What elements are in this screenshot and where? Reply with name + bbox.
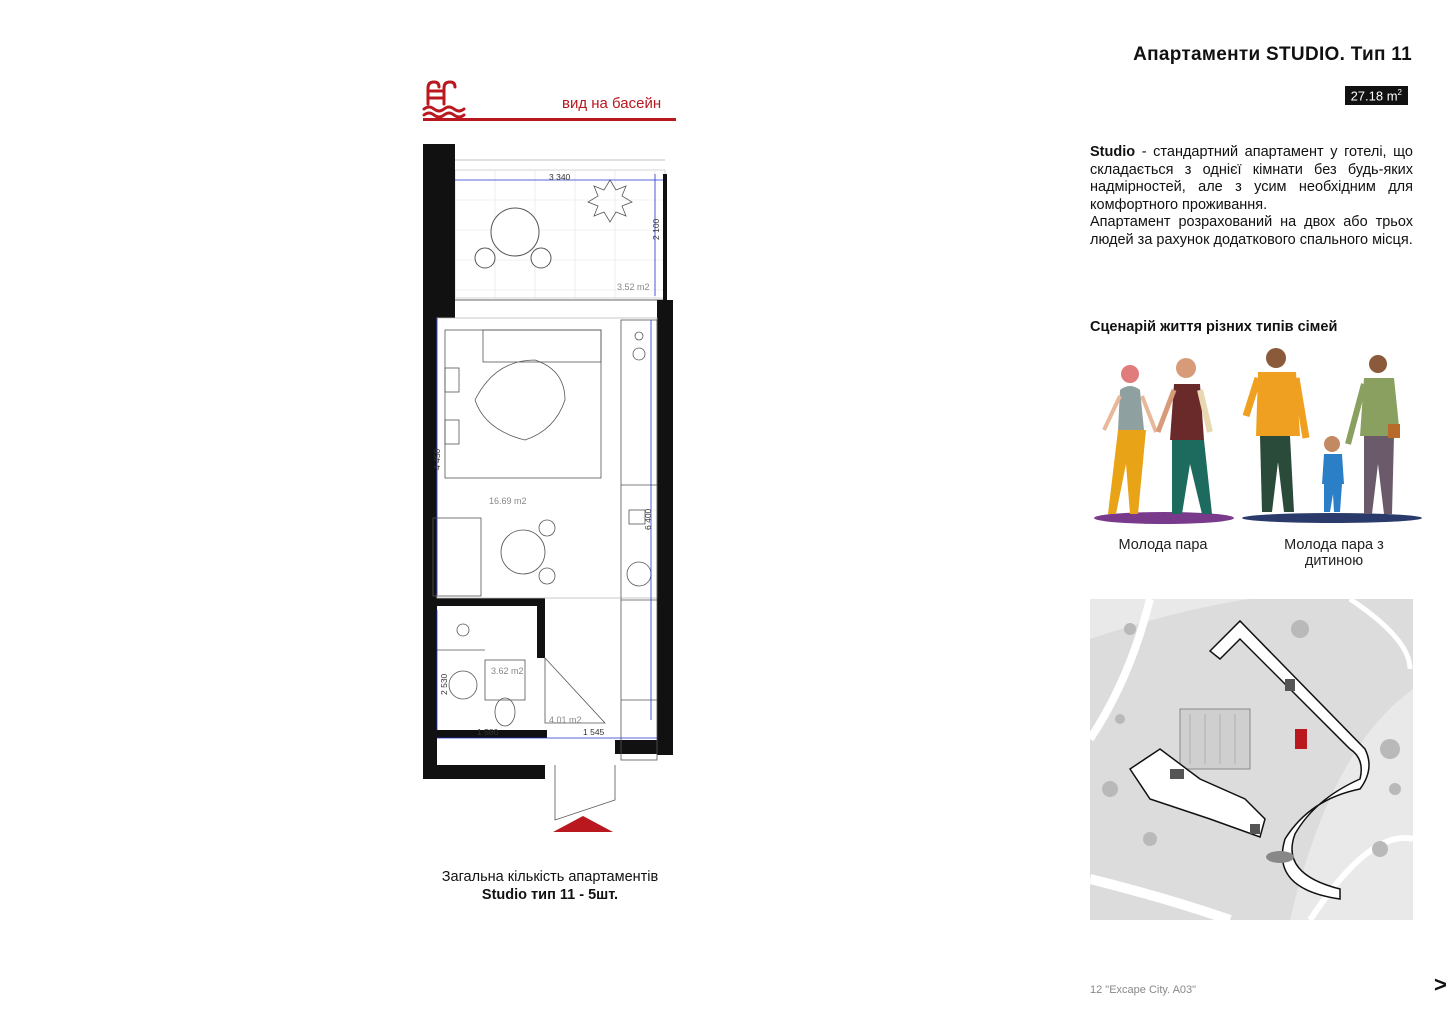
area-unit: 2 (1397, 88, 1402, 97)
dimension-5: 2 530 (439, 673, 449, 695)
dimension-6: 1 580 (477, 727, 499, 737)
view-label: вид на басейн (562, 95, 662, 112)
area-badge (1345, 86, 1408, 105)
young-couple-illustration (1090, 352, 1238, 528)
description-text2: Апартамент розрахований на двох або трьох людей за рахунок додаткового спального місця. (1090, 214, 1413, 248)
dimension-1: 3 340 (549, 172, 571, 182)
entrance-arrow (553, 816, 613, 832)
page-footer: 12 "Excape City. A03" (1090, 984, 1197, 996)
pool-ladder-icon (422, 78, 468, 120)
area-bathroom: 3.62 m2 (491, 666, 524, 676)
dimension-7: 1 545 (583, 727, 605, 737)
view-divider (423, 118, 676, 121)
page-title: Апартаменти STUDIO. Тип 11 (1133, 44, 1412, 65)
dimension-2: 2 100 (651, 218, 661, 240)
total-line2: Studio тип 11 - 5шт. (481, 887, 619, 903)
dimension-3: 4 450 (432, 448, 442, 470)
scenario-label-couple: Молода пара (1118, 537, 1208, 553)
total-count (400, 868, 700, 904)
site-map (1090, 599, 1413, 920)
bathroom (437, 624, 615, 820)
total-line1: Загальна кількість апартаментів (441, 869, 659, 885)
scenarios-title: Сценарій життя різних типів сімей (1090, 319, 1338, 335)
dimension-4: 6 400 (643, 508, 653, 530)
next-page-button[interactable]: > (1434, 972, 1447, 997)
description-text1: - стандартний апартамент у готелі, що складається з однієї кімнати без будь-яких надмірностей, але з усим необхідним для комфортного проживання. (1090, 144, 1413, 213)
area-hall: 4.01 m2 (549, 715, 582, 725)
area-balcony: 3.52 m2 (617, 282, 650, 292)
description-bold: Studio (1090, 144, 1136, 160)
area-room: 16.69 m2 (489, 496, 527, 506)
floor-plan (415, 140, 685, 840)
description (1090, 144, 1413, 249)
family-with-child-illustration (1240, 348, 1426, 526)
scenario-label-family: Молода пара з дитиною (1284, 537, 1384, 569)
area-value: 27.18 m (1350, 88, 1398, 104)
